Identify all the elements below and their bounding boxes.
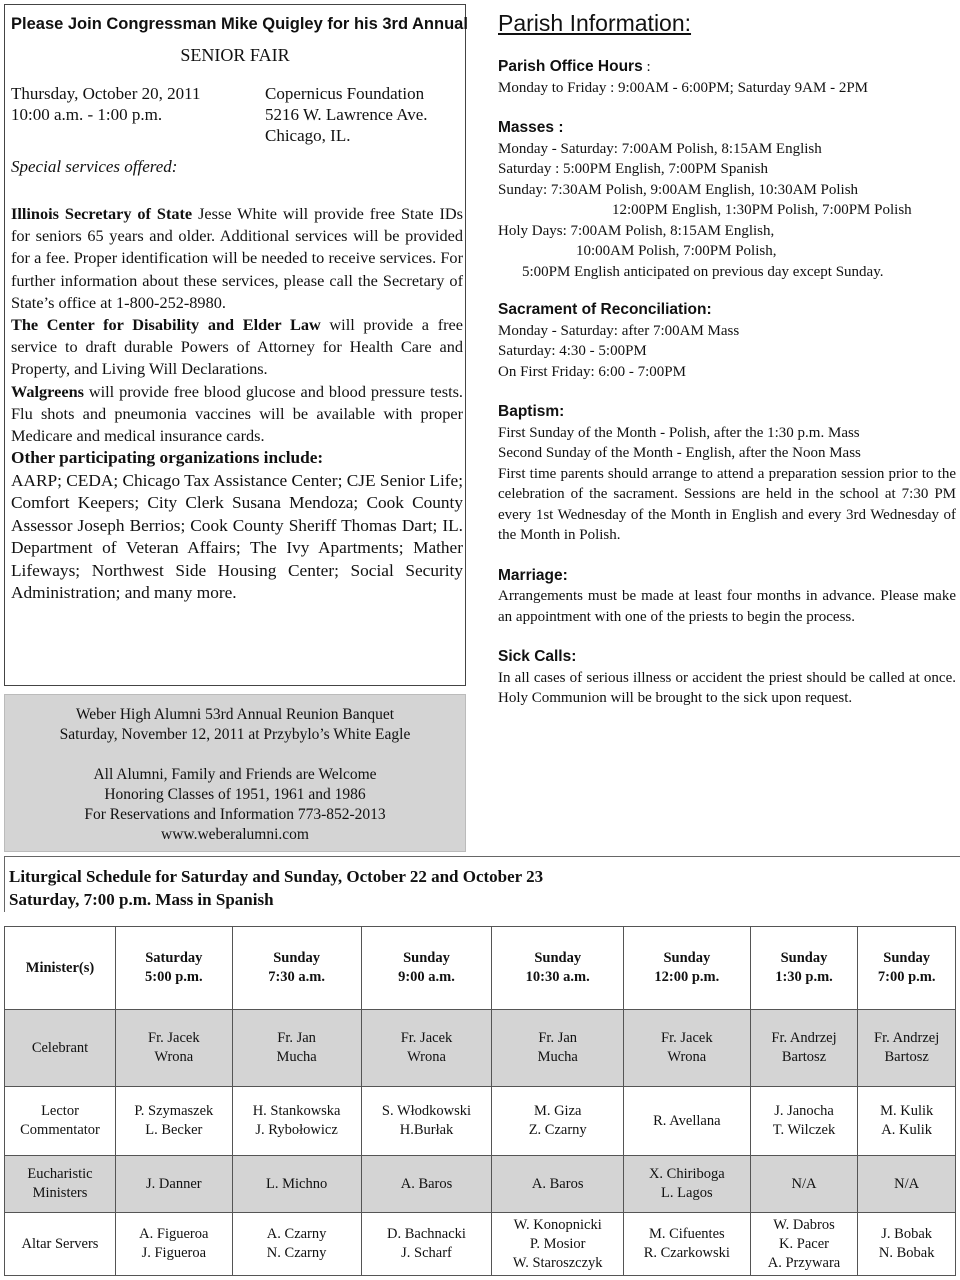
office-hours-section [498,57,956,98]
marriage-label: Marriage: [498,566,568,584]
masses-line: Monday - Saturday: 7:00AM Polish, 8:15AM English [498,140,822,157]
reconciliation-line: Monday - Saturday: after 7:00AM Mass [498,322,740,339]
weber-line-1: Weber High Alumni 53rd Annual Reunion Banquet [75,706,395,723]
table-cell: Eucharistic Ministers [5,1156,116,1213]
table-cell: X. Chiriboga L. Lagos [623,1156,750,1213]
secretary-of-state-text: Jesse White will provide free State IDs for seniors 65 years and older. Additional services will be provided for a fee. Proper identification will be needed to receive services. For further information about these services, please call the Secretary of State’s office at 1-800-252-8980. [11,204,463,312]
baptism-line: First Sunday of the Month - Polish, after the 1:30 p.m. Mass [498,424,860,441]
masses-section [498,118,956,282]
reconciliation-line: On First Friday: 6:00 - 7:00PM [498,363,686,380]
masses-line: Holy Days: 7:00AM Polish, 8:15AM English, [498,222,775,239]
table-header-cell: Minister(s) [5,927,116,1010]
office-hours-colon: : [642,59,651,75]
table-cell: M. Cifuentes R. Czarkowski [623,1213,750,1276]
masses-line: 5:00PM English anticipated on previous day except Sunday. [522,263,884,280]
senior-fair-location [265,83,428,146]
table-cell: Fr. Jacek Wrona [361,1010,492,1087]
other-orgs-paragraph [11,447,463,605]
table-row [5,1156,956,1213]
table-cell: A. Figueroa J. Figueroa [116,1213,233,1276]
table-cell: J. Janocha T. Wilczek [750,1087,858,1156]
baptism-section [498,402,956,546]
disability-law-text: will provide a free service to draft durable Powers of Attorney for Health Care and Property, and Living Will Declarations. [11,315,463,379]
liturgical-line-1: Liturgical Schedule for Saturday and Sunday, October 22 and October 23 [9,867,544,886]
masses-line: Saturday : 5:00PM English, 7:00PM Spanish [498,161,769,177]
parish-title: Parish Information: [498,10,692,36]
table-cell: N/A [750,1156,858,1213]
walgreens-text: will provide free blood glucose and blood pressure tests. Flu shots and pneumonia vaccines will be available with proper Medicare and medical insurance cards. [11,381,463,446]
table-cell: Fr. Andrzej Bartosz [858,1010,956,1087]
baptism-line: Second Sunday of the Month - English, after the Noon Mass [498,445,861,461]
senior-fair-title: SENIOR FAIR [180,45,290,65]
reconciliation-label: Sacrament of Reconciliation: [498,301,712,318]
table-cell: A. Baros [492,1156,624,1213]
table-row [5,1213,956,1276]
table-cell: Fr. Jacek Wrona [623,1010,750,1087]
masses-line: 12:00PM English, 1:30PM Polish, 7:00PM Polish [612,202,912,218]
reconciliation-line: Saturday: 4:30 - 5:00PM [498,343,647,359]
walgreens-paragraph [11,381,463,448]
table-cell: L. Michno [232,1156,361,1213]
masses-line: Sunday: 7:30AM Polish, 9:00AM English, 10:30AM Polish [498,181,859,198]
table-cell: Altar Servers [5,1213,116,1276]
table-header-row [5,927,956,1010]
table-cell: W. Konopnicki P. Mosior W. Staroszczyk [492,1213,624,1276]
table-cell: S. Włodkowski H.Burłak [361,1087,492,1156]
table-cell: Fr. Jacek Wrona [116,1010,233,1087]
table-cell: N/A [858,1156,956,1213]
table-row [5,1087,956,1156]
senior-fair-box [4,4,466,686]
table-cell: J. Danner [116,1156,233,1213]
secretary-of-state-paragraph [11,203,463,314]
sick-calls-label: Sick Calls: [498,648,577,665]
senior-fair-time: 10:00 a.m. - 1:00 p.m. [11,105,163,124]
secretary-of-state-label: Illinois Secretary of State [11,204,193,223]
table-cell: R. Avellana [623,1087,750,1156]
table-header-cell: Sunday 7:00 p.m. [858,927,956,1010]
senior-fair-heading: Please Join Congressman Mike Quigley for his 3rd Annual [11,15,468,33]
weber-alumni-box [4,694,466,852]
table-row [5,1010,956,1087]
table-header-cell: Sunday 7:30 a.m. [232,927,361,1010]
other-orgs-text: AARP; CEDA; Chicago Tax Assistance Center; CJE Senior Life; Comfort Keepers; City Clerk Susana Mendoza; Cook County Assessor Joseph Berrios; Cook County Sheriff Thomas Dart; IL. Department of Veteran Affairs; The Ivy Apartments; Mather Lifeways; Northwest Side Housing Center; Social Security Administration; and many more. [11,470,463,603]
table-header-cell: Sunday 12:00 p.m. [623,927,750,1010]
minister-schedule-table [4,926,956,1276]
reconciliation-section [498,300,956,382]
office-hours-label: Parish Office Hours [498,58,643,75]
senior-fair-date: Thursday, October 20, 2011 [11,84,201,103]
marriage-section [498,566,956,628]
table-header-cell: Sunday 1:30 p.m. [750,927,858,1010]
baptism-label: Baptism: [498,403,565,420]
table-header-cell: Saturday 5:00 p.m. [116,927,233,1010]
sick-calls-section [498,647,956,709]
table-cell: Fr. Andrzej Bartosz [750,1010,858,1087]
table-cell: Celebrant [5,1010,116,1087]
senior-fair-venue: Copernicus Foundation [265,84,425,103]
senior-fair-datetime [11,83,200,125]
table-cell: J. Bobak N. Bobak [858,1213,956,1276]
masses-label: Masses : [498,119,564,136]
weber-line-2: Saturday, November 12, 2011 at Przybylo’s White Eagle [59,726,411,743]
table-cell: P. Szymaszek L. Becker [116,1087,233,1156]
other-orgs-label: Other participating organizations include: [11,448,324,468]
weber-line-3: All Alumni, Family and Friends are Welcome [93,766,377,783]
table-cell: A. Czarny N. Czarny [232,1213,361,1276]
weber-website: www.weberalumni.com [161,826,309,843]
table-cell: A. Baros [361,1156,492,1213]
liturgical-schedule-heading [4,856,960,912]
table-cell: D. Bachnacki J. Scharf [361,1213,492,1276]
senior-fair-address2: Chicago, IL. [265,126,351,145]
marriage-text: Arrangements must be made at least four months in advance. Please make an appointment with one of the priests to begin the process. [498,588,956,625]
sick-calls-text: In all cases of serious illness or accident the priest should be called at once. Holy Communion will be brought to the sick upon request. [498,669,956,706]
walgreens-label: Walgreens [11,381,84,401]
senior-fair-address1: 5216 W. Lawrence Ave. [265,105,428,124]
table-header-cell: Sunday 9:00 a.m. [361,927,492,1010]
disability-law-label: The Center for Disability and Elder Law [11,315,321,335]
table-header-cell: Sunday 10:30 a.m. [492,927,624,1010]
parish-information [498,8,956,709]
office-hours-text: Monday to Friday : 9:00AM - 6:00PM; Saturday 9AM - 2PM [498,79,869,96]
table-cell: H. Stankowska J. Rybołowicz [232,1087,361,1156]
table-cell: Fr. Jan Mucha [232,1010,361,1087]
special-services-label: Special services offered: [11,157,178,176]
table-cell: Fr. Jan Mucha [492,1010,624,1087]
table-cell: Lector Commentator [5,1087,116,1156]
senior-fair-body [11,203,463,605]
weber-line-4: Honoring Classes of 1951, 1961 and 1986 [104,786,366,803]
baptism-text: First time parents should arrange to attend a preparation session prior to the celebration of the sacrament. Sessions are held in the school at 7:30 PM every 1st Wednesday of the Month in English and every 3rd Wednesday of the Month in Polish. [498,465,956,543]
table-cell: M. Giza Z. Czarny [492,1087,624,1156]
masses-line: 10:00AM Polish, 7:00PM Polish, [576,243,777,259]
table-cell: W. Dabros K. Pacer A. Przywara [750,1213,858,1276]
table-cell: M. Kulik A. Kulik [858,1087,956,1156]
disability-law-paragraph [11,314,463,381]
weber-line-5: For Reservations and Information 773-852-2013 [84,806,386,823]
liturgical-line-2: Saturday, 7:00 p.m. Mass in Spanish [9,890,274,909]
